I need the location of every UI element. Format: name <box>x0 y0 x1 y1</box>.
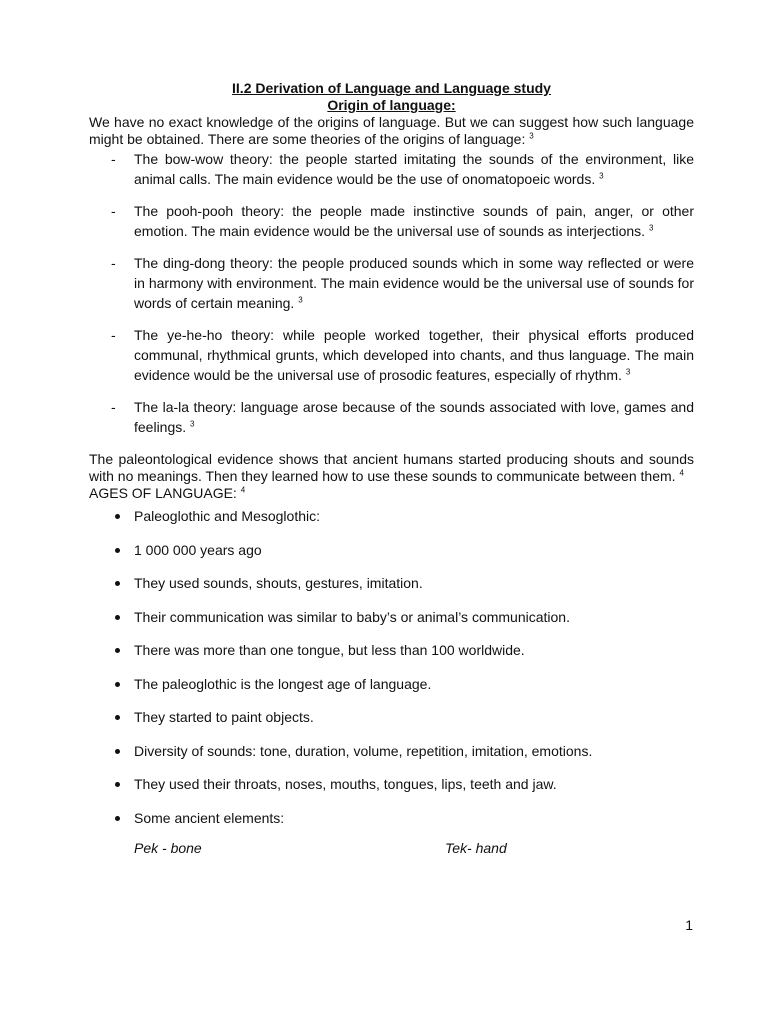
list-item-text: Some ancient elements: <box>134 809 285 826</box>
list-item <box>89 741 694 761</box>
example-right: Tek- hand <box>445 839 507 856</box>
list-item-text: They started to paint objects. <box>134 709 314 725</box>
list-item-text: 1 000 000 years ago <box>134 541 262 558</box>
footnote-ref: 3 <box>648 223 654 233</box>
footnote-ref: 4 <box>240 485 246 495</box>
dash-marker: - <box>111 327 116 343</box>
theory-item <box>89 201 694 241</box>
list-item <box>89 808 694 828</box>
bullet-icon <box>115 581 120 586</box>
list-item <box>89 540 694 560</box>
list-item-text: They used sounds, shouts, gestures, imitation. <box>134 575 423 591</box>
dash-marker: - <box>111 203 116 219</box>
example-left: Pek - bone <box>134 839 202 856</box>
page-number: 1 <box>685 917 693 933</box>
list-item <box>89 674 694 694</box>
list-item-text: Paleoglothic and Mesoglothic: <box>134 508 321 524</box>
footnote-ref: 3 <box>298 295 303 305</box>
bullet-icon <box>115 715 120 720</box>
theory-item <box>89 253 694 313</box>
bullet-icon <box>115 648 120 653</box>
theory-item <box>89 149 694 189</box>
theory-item <box>89 397 694 437</box>
bullet-icon <box>115 615 120 620</box>
ancient-elements-row <box>134 840 694 860</box>
bullet-icon <box>115 514 120 519</box>
footnote-ref: 3 <box>529 131 534 141</box>
ages-heading <box>89 485 694 502</box>
bullet-icon <box>115 682 120 687</box>
list-item <box>89 774 694 794</box>
theory-text: The bow-wow theory: the people started imitating the sounds of the environment, like animal calls. The main evidence would be the use of onomatopoeic words. <box>134 151 694 187</box>
theory-text: The ye-he-ho theory: while people worked together, their physical efforts produced communal, rhythmical grunts, which developed into chants, and thus language. The main evidence would be the universal use of prosodic features, especially of rhythm. <box>134 327 694 383</box>
list-item <box>89 640 694 660</box>
list-item-text: The paleoglothic is the longest age of language. <box>134 675 432 692</box>
list-item <box>89 607 694 627</box>
page-content <box>89 80 694 860</box>
theory-text: The la-la theory: language arose because of the sounds associated with love, games and feelings. <box>134 399 694 435</box>
list-item <box>89 506 694 526</box>
theory-text: The pooh-pooh theory: the people made instinctive sounds of pain, anger, or other emotion. The main evidence would be the universal use of sounds as interjections. <box>134 203 694 239</box>
bullet-icon <box>115 782 120 787</box>
intro-text: We have no exact knowledge of the origins of language. But we can suggest how such language might be obtained. There are some theories of the origins of language: <box>89 114 694 147</box>
theory-text: The ding-dong theory: the people produced sounds which in some way reflected or were in harmony with environment. The main evidence would be the universal use of sounds for words of certain meaning. <box>134 255 694 311</box>
bullet-icon <box>115 548 120 553</box>
bullet-icon <box>115 816 120 821</box>
list-item-text: Their communication was similar to baby’s or animal’s communication. <box>134 608 570 625</box>
dash-marker: - <box>111 399 116 415</box>
intro-paragraph <box>89 114 694 148</box>
footnote-ref: 3 <box>625 367 631 377</box>
footnote-ref: 4 <box>679 468 684 478</box>
list-item-text: Diversity of sounds: tone, duration, volume, repetition, imitation, emotions. <box>134 742 593 759</box>
theory-item <box>89 325 694 385</box>
bullet-icon <box>115 749 120 754</box>
ages-list <box>89 506 694 828</box>
footnote-ref: 3 <box>599 171 604 181</box>
list-item-text: They used their throats, noses, mouths, tongues, lips, teeth and jaw. <box>134 776 557 792</box>
dash-marker: - <box>111 151 116 167</box>
list-item <box>89 573 694 593</box>
dash-marker: - <box>111 255 116 271</box>
list-item <box>89 707 694 727</box>
section-subtitle: Origin of language: <box>327 97 456 113</box>
section-title: II.2 Derivation of Language and Language study <box>232 80 551 96</box>
ages-heading-text: AGES OF LANGUAGE: <box>89 485 237 501</box>
paleo-text: The paleontological evidence shows that ancient humans started producing shouts and sounds with no meanings. Then they learned how to use these sounds to communicate between them. <box>89 451 694 484</box>
paleo-paragraph <box>89 451 694 485</box>
list-item-text: There was more than one tongue, but less than 100 worldwide. <box>134 642 525 658</box>
footnote-ref: 3 <box>190 419 195 429</box>
theories-list <box>89 149 694 437</box>
